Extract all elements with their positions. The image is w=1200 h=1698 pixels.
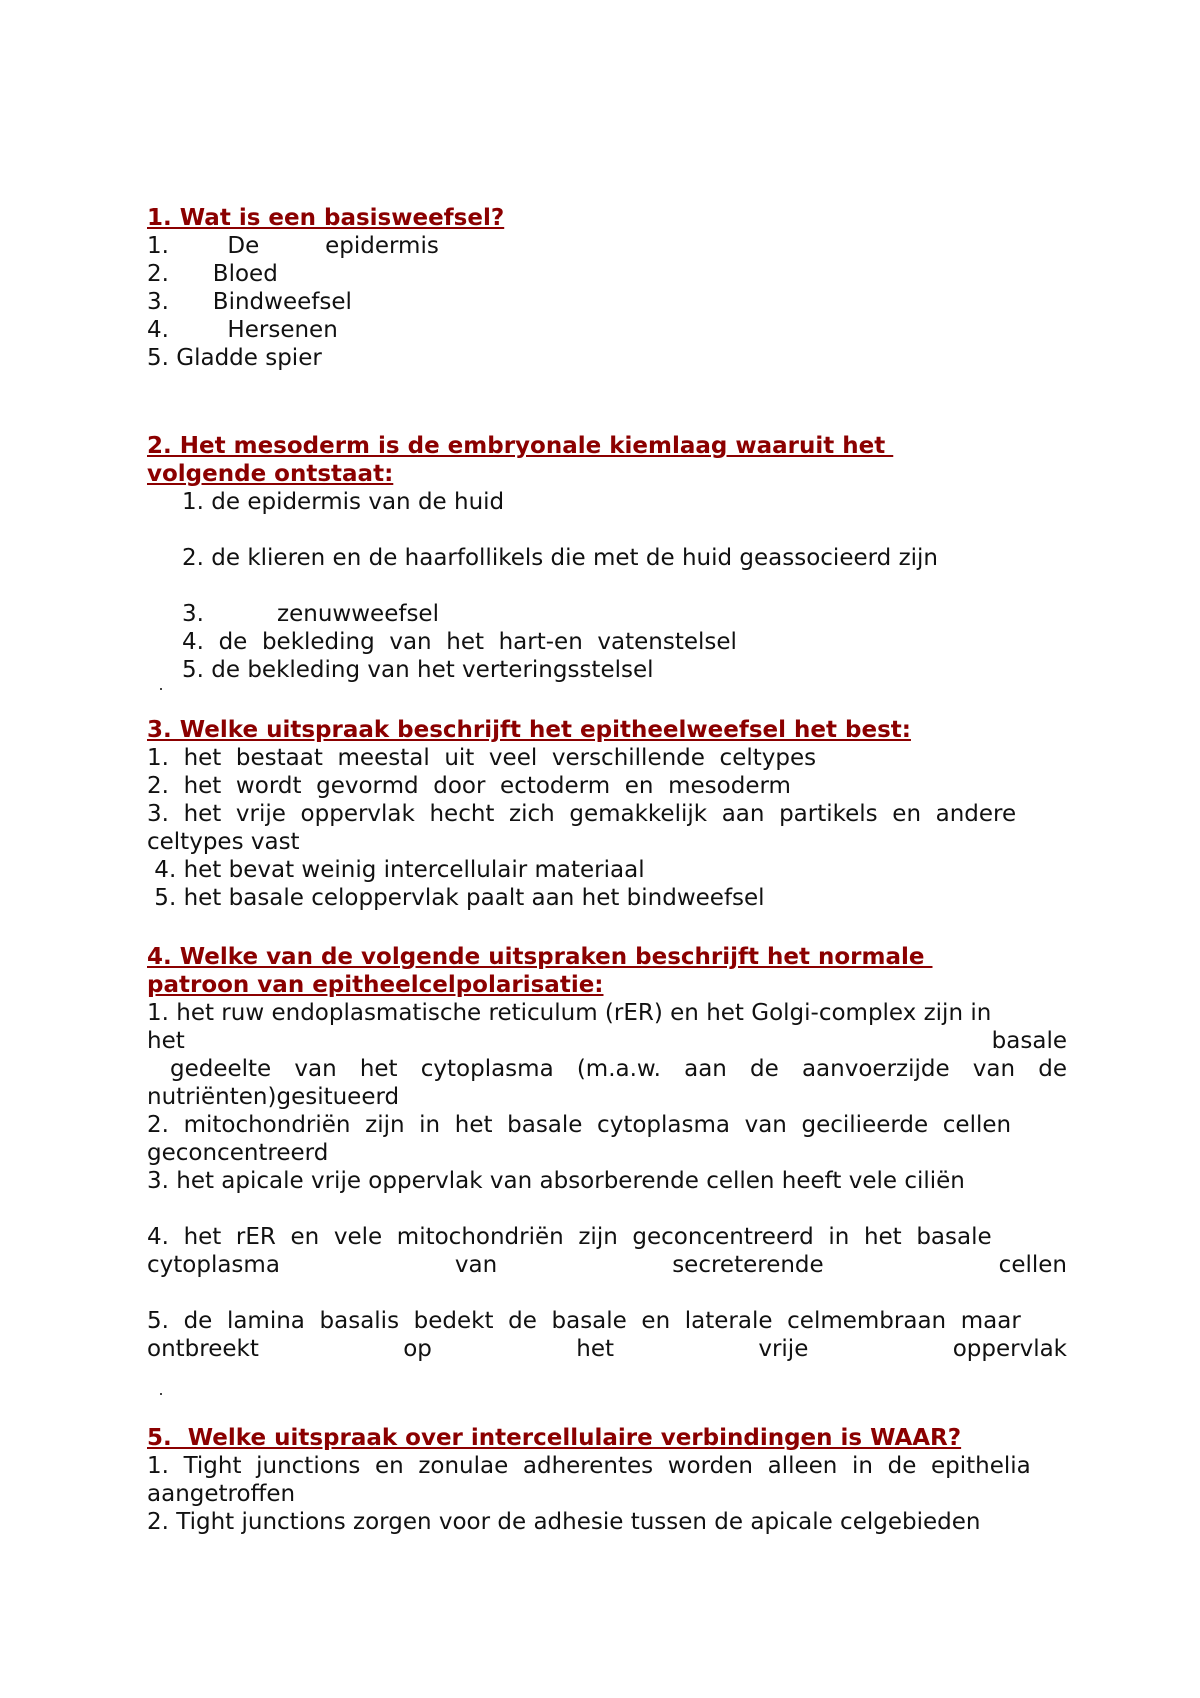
q5-option-2: 2. Tight junctions zorgen voor de adhesie tussen de apicale celgebieden	[147, 1509, 981, 1535]
q1-option-2: 2. Bloed	[147, 261, 278, 287]
q4-option-4: 4. het rER en vele mitochondriën zijn geconcentreerd in het basale	[147, 1224, 992, 1250]
question-2-title-line-1: 2. Het mesoderm is de embryonale kiemlaag waaruit het	[147, 433, 894, 459]
q3-option-5: 5. het basale celoppervlak paalt aan het bindweefsel	[147, 885, 765, 911]
question-5-title: 5. Welke uitspraak over intercellulaire verbindingen is WAAR?	[147, 1425, 962, 1451]
question-2-title-line-2: volgende ontstaat:	[147, 461, 394, 487]
q4-option-1: 1. het ruw endoplasmatische reticulum (rER) en het Golgi-complex zijn in	[147, 1000, 992, 1026]
q4-option-2: 2. mitochondriën zijn in het basale cytoplasma van gecilieerde cellen	[147, 1112, 1012, 1138]
q3-option-3: 3. het vrije oppervlak hecht zich gemakkelijk aan partikels en andere	[147, 801, 1017, 827]
q1-option-4: 4. Hersenen	[147, 317, 338, 343]
q3-option-2: 2. het wordt gevormd door ectoderm en mesoderm	[147, 773, 791, 799]
q1-option-3: 3. Bindweefsel	[147, 289, 352, 315]
question-4-title-line-2: patroon van epitheelcelpolarisatie:	[147, 972, 604, 998]
q4-option-1-cont: het basale	[147, 1028, 1067, 1054]
question-1-title: 1. Wat is een basisweefsel?	[147, 205, 505, 231]
q4-option-4-cont: cytoplasma van secreterende cellen	[147, 1252, 1067, 1278]
q4-option-2-cont: geconcentreerd	[147, 1140, 329, 1166]
question-3-title: 3. Welke uitspraak beschrijft het epitheelweefsel het best:	[147, 717, 911, 743]
q2-option-3: 3. zenuwweefsel	[182, 601, 439, 627]
question-4-title-line-1: 4. Welke van de volgende uitspraken beschrijft het normale	[147, 944, 933, 970]
q2-option-5: 5. de bekleding van het verteringsstelsel	[182, 657, 654, 683]
q1-option-5: 5. Gladde spier	[147, 345, 322, 371]
q3-option-4: 4. het bevat weinig intercellulair materiaal	[147, 857, 645, 883]
q2-option-4: 4. de bekleding van het hart-en vatenstelsel	[182, 629, 737, 655]
q4-option-5: 5. de lamina basalis bedekt de basale en laterale celmembraan maar	[147, 1308, 1021, 1334]
q4-option-1-cont-3: nutriënten)gesitueerd	[147, 1084, 400, 1110]
q2-option-1: 1. de epidermis van de huid	[182, 489, 505, 515]
q5-option-1-cont: aangetroffen	[147, 1481, 296, 1507]
q4-option-1-cont-2: gedeelte van het cytoplasma (m.a.w. aan de aanvoerzijde van de	[170, 1056, 1067, 1082]
q4-option-3: 3. het apicale vrije oppervlak van absorberende cellen heeft vele ciliën	[147, 1168, 965, 1194]
q3-option-3-cont: celtypes vast	[147, 829, 300, 855]
stray-mark	[160, 688, 162, 690]
q2-option-2: 2. de klieren en de haarfollikels die met de huid geassocieerd zijn	[182, 545, 939, 571]
q4-option-5-cont: ontbreekt op het vrije oppervlak	[147, 1336, 1067, 1362]
q1-option-1: 1. De epidermis	[147, 233, 439, 259]
q3-option-1: 1. het bestaat meestal uit veel verschillende celtypes	[147, 745, 817, 771]
q5-option-1: 1. Tight junctions en zonulae adherentes worden alleen in de epithelia	[147, 1453, 1031, 1479]
stray-mark	[160, 1393, 162, 1395]
